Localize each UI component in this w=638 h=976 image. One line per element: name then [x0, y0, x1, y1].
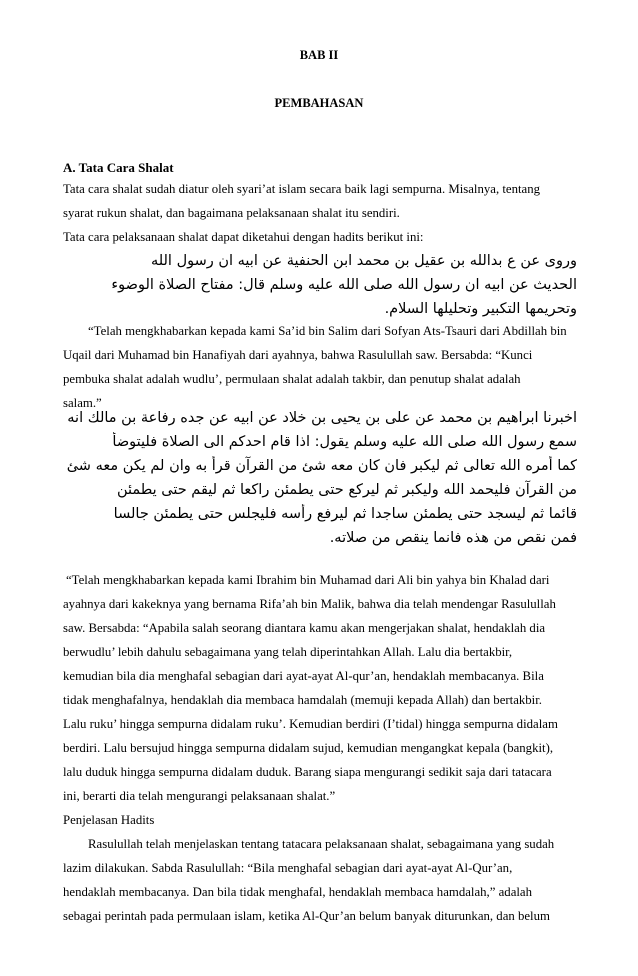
translation-line: saw. Bersabda: “Apabila salah seorang diantara kamu akan mengerjakan shalat, hendaklah dia: [63, 621, 546, 635]
explanation-line: lazim dilakukan. Sabda Rasulullah: “Bila menghafal sebagian dari ayat-ayat Al-Qur’an,: [63, 861, 513, 875]
translation-line: berdiri. Lalu bersujud hingga sempurna didalam sujud, kemudian mengangkat kepala (bangkit),: [63, 741, 554, 755]
intro-line: Tata cara pelaksanaan shalat dapat diketahui dengan hadits berikut ini:: [63, 230, 424, 244]
chapter-title: PEMBAHASAN: [274, 96, 364, 110]
translation-line: ayahnya dari kakeknya yang bernama Rifa’ah bin Malik, bahwa dia telah mendengar Rasulullah: [63, 597, 556, 611]
arabic-hadith-line: من القرآن فليحمد الله وليكبر ثم ليركع حتى يطمئن راكعا ثم ليقم حتى يطمئن: [116, 482, 577, 498]
translation-line: kemudian bila dia menghafal sebagian dari ayat-ayat Al-qur’an, hendaklah membacanya. Bila: [63, 669, 544, 683]
translation-line: Uqail dari Muhamad bin Hanafiyah dari ayahnya, bahwa Rasulullah saw. Bersabda: “Kunci: [63, 348, 533, 362]
translation-line: lalu duduk hingga sempurna didalam duduk. Barang siapa mengurangi sedikit saja dari tatacara: [63, 765, 552, 779]
translation-line: tidak menghafalnya, hendaklah dia membaca hamdalah (memuji kepada Allah) dan bertakbir.: [63, 693, 542, 707]
arabic-hadith-line: فمن نقص من هذه فانما ينقص من صلاته.: [329, 530, 577, 546]
arabic-hadith-line: قائما ثم ليسجد حتى يطمئن ساجدا ثم ليرفع رأسه فليجلس حتى يطمئن جالسا: [113, 506, 577, 522]
chapter-heading: BAB II: [299, 48, 339, 62]
arabic-hadith-line: الحديث عن ابيه ان رسول الله صلى الله عليه وسلم قال: مفتاح الصلاة الوضوء: [111, 277, 577, 293]
translation-line: salam.”: [63, 396, 102, 410]
translation-line: ini, berarti dia telah mengurangi pelaksanaan shalat.”: [63, 789, 336, 803]
arabic-hadith-line: كما أمره الله تعالى ثم ليكبر فان كان معه شئ من القرآن قرأ به وان لم يكن معه شئ: [66, 458, 577, 474]
translation-line: “Telah mengkhabarkan kepada kami Sa’id bin Salim dari Sofyan Ats-Tsauri dari Abdillah bin: [88, 324, 567, 338]
translation-line: berwudlu’ lebih dahulu sebagaimana yang telah diperintahkan Allah. Lalu dia bertakbir,: [63, 645, 513, 659]
explanation-line: hendaklah membacanya. Dan bila tidak menghafal, hendaklah membaca hamdalah,” adalah: [63, 885, 533, 899]
translation-line: “Telah mengkhabarkan kepada kami Ibrahim bin Muhamad dari Ali bin yahya bin Khalad dari: [66, 573, 550, 587]
explanation-title: Penjelasan Hadits: [63, 813, 155, 827]
arabic-hadith-line: سمع رسول الله صلى الله عليه وسلم يقول: اذا قام احدكم الى الصلاة فليتوضأ: [112, 434, 577, 450]
arabic-hadith-line: وتحريمها التكبير وتحليلها السلام.: [384, 301, 577, 317]
explanation-line: Rasulullah telah menjelaskan tentang tatacara pelaksanaan shalat, sebagaimana yang sudah: [88, 837, 555, 851]
translation-line: Lalu ruku’ hingga sempurna didalam ruku’. Kemudian berdiri (I’tidal) hingga sempurna didalam: [63, 717, 558, 731]
arabic-hadith-line: اخبرنا ابراهيم بن محمد عن على بن يحيى بن خلاد عن ابيه عن جده رفاعة بن مالك انه: [67, 410, 577, 426]
translation-line: pembuka shalat adalah wudlu’, permulaan shalat adalah takbir, dan penutup shalat adalah: [63, 372, 521, 386]
arabic-hadith-line: وروى عن ع بدالله بن عقيل بن محمد ابن الحنفية عن ابيه ان رسول الله: [150, 253, 577, 269]
section-title: A. Tata Cara Shalat: [63, 160, 174, 175]
intro-line: syarat rukun shalat, dan bagaimana pelaksanaan shalat itu sendiri.: [63, 206, 400, 220]
intro-line: Tata cara shalat sudah diatur oleh syari’at islam secara baik lagi sempurna. Misalnya, tentang: [63, 182, 541, 196]
explanation-line: sebagai perintah pada permulaan islam, ketika Al-Qur’an belum banyak diturunkan, dan belum: [63, 909, 550, 923]
